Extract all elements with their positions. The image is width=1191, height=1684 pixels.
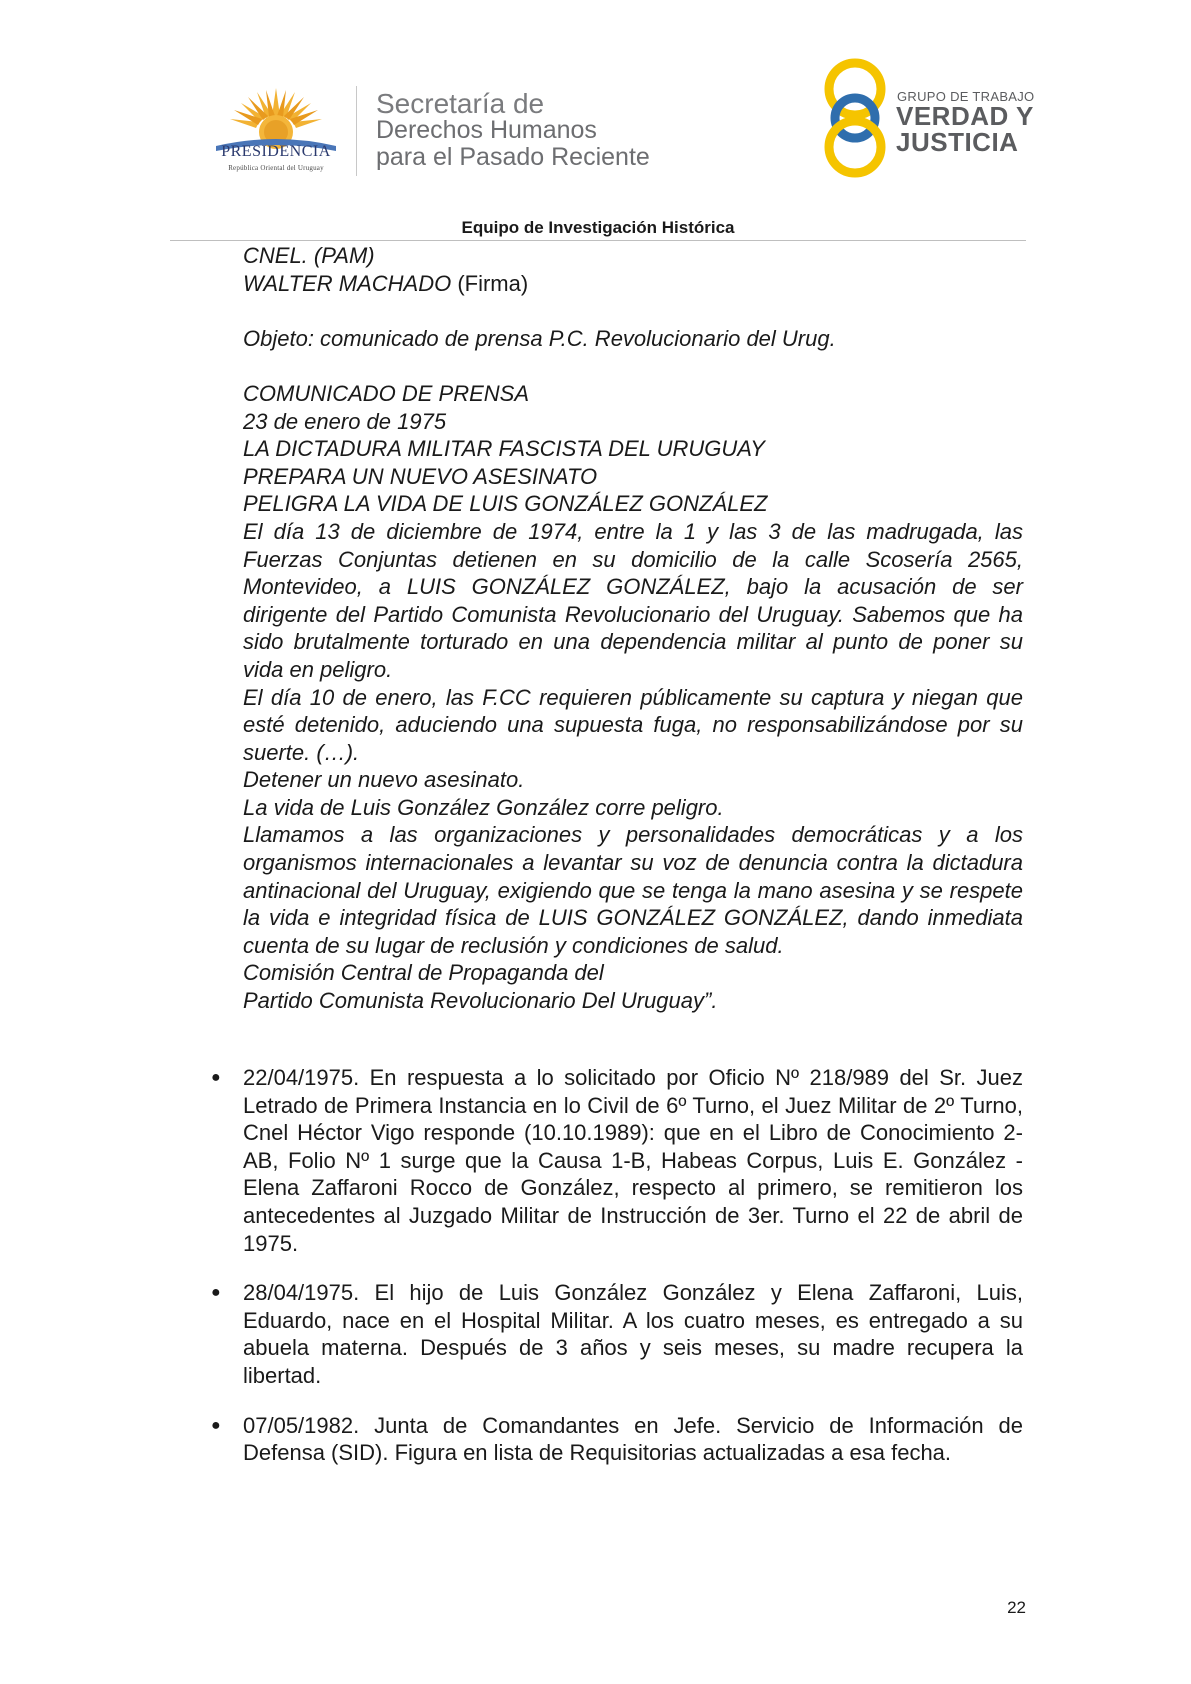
signature-note: (Firma) — [451, 270, 529, 296]
vj-title-line1: VERDAD Y — [896, 101, 1034, 131]
logo-divider — [356, 86, 357, 176]
secretaria-line1: Secretaría de — [376, 88, 545, 119]
objeto-line: Objeto: comunicado de prensa P.C. Revolucionario del Urug. — [243, 325, 836, 351]
signature-line — [243, 270, 1023, 298]
bullet-icon: ● — [211, 1416, 221, 1434]
chronology-list — [205, 1064, 1023, 1489]
line-detener: Detener un nuevo asesinato. — [243, 767, 525, 793]
list-item-text: 07/05/1982. Junta de Comandantes en Jefe. Servicio de Información de Defensa (SID). Figura en lista de Requisitorias actualizadas a esa fecha. — [243, 1412, 1023, 1466]
paragraph-captura: El día 10 de enero, las F.CC requieren públicamente su captura y niegan que esté detenido, aduciendo una supuesta fuga, no responsabilizándose por su suerte. (…). — [243, 684, 1023, 765]
page-number: 22 — [1007, 1598, 1026, 1617]
signature-commission: Comisión Central de Propaganda del — [243, 960, 604, 986]
secretaria-line3: para el Pasado Reciente — [376, 143, 650, 171]
list-item — [205, 1064, 1023, 1257]
secretaria-line2: Derechos Humanos — [376, 116, 597, 144]
header-divider — [170, 240, 1026, 241]
team-title: Equipo de Investigación Histórica — [461, 218, 735, 237]
vj-title-line2: JUSTICIA — [896, 127, 1019, 157]
document-body — [243, 242, 1023, 1015]
presidencia-subtitle: República Oriental del Uruguay — [228, 164, 324, 172]
comunicado-date: 23 de enero de 1975 — [243, 408, 447, 434]
bullet-icon: ● — [211, 1284, 221, 1302]
signature-name: WALTER MACHADO — [243, 270, 452, 296]
spacer — [243, 352, 1023, 380]
comunicado-title: COMUNICADO DE PRENSA — [243, 380, 530, 406]
line-vida: La vida de Luis González González corre peligro. — [243, 794, 724, 820]
list-item-text: 22/04/1975. En respuesta a lo solicitado por Oficio Nº 218/989 del Sr. Juez Letrado de Primera Instancia en lo Civil de 6º Turno, el Juez Militar de 2º Turno, Cnel Héctor Vigo responde (10.10.1989): que en el Libro de Conocimiento 2-AB, Folio Nº 1 surge que la Causa 1-B, Habeas Corpus, Luis E. González - Elena Zaffaroni Rocco de González, respecto al primero, se remitieron los antecedentes al Juzgado Militar de Instrucción de 3er. Turno el 22 de abril de 1975. — [243, 1065, 1023, 1256]
page-header — [0, 0, 1191, 240]
list-item — [205, 1412, 1023, 1467]
spacer — [243, 297, 1023, 325]
paragraph-detencion: El día 13 de diciembre de 1974, entre la 1 y las 3 de las madrugada, las Fuerzas Conjuntas detienen en su domicilio de la calle Scosería 2565, Montevideo, a LUIS GONZÁLEZ GONZÁLEZ, bajo la acusación de ser dirigente del Partido Comunista Revolucionario del Uruguay. Sabemos que ha sido brutalmente torturado en una dependencia militar al punto de poner su vida en peligro. — [243, 518, 1023, 682]
list-item-text: 28/04/1975. El hijo de Luis González González y Elena Zaffaroni, Luis, Eduardo, nace en el Hospital Militar. A los cuatro meses, es entregado a su abuela materna. Después de 3 años y seis meses, su madre recupera la libertad. — [243, 1280, 1023, 1388]
bullet-icon: ● — [211, 1069, 221, 1086]
vj-title — [896, 103, 1034, 155]
list-item — [205, 1279, 1023, 1389]
headline-1: LA DICTADURA MILITAR FASCISTA DEL URUGUAY — [243, 436, 765, 462]
signature-party: Partido Comunista Revolucionario Del Uruguay”. — [243, 988, 718, 1014]
secretaria-wordmark — [376, 90, 650, 171]
paragraph-llamamos: Llamamos a las organizaciones y personalidades democráticas y a los organismos internacionales a levantar su voz de denuncia contra la dictadura antinacional del Uruguay, exigiendo que se tenga la mano asesina y se respete la vida e integridad física de LUIS GONZÁLEZ GONZÁLEZ, dando inmediata cuenta de su lugar de reclusión y condiciones de salud. — [243, 822, 1023, 958]
headline-3: PELIGRA LA VIDA DE LUIS GONZÁLEZ GONZÁLEZ — [243, 491, 768, 517]
signature-rank: CNEL. (PAM) — [243, 243, 375, 268]
verdad-justicia-logo — [820, 56, 890, 180]
vj-subtitle: GRUPO DE TRABAJO — [897, 89, 1035, 104]
headline-2: PREPARA UN NUEVO ASESINATO — [243, 463, 598, 489]
presidencia-wordmark: PRESIDENCIA — [221, 143, 331, 160]
